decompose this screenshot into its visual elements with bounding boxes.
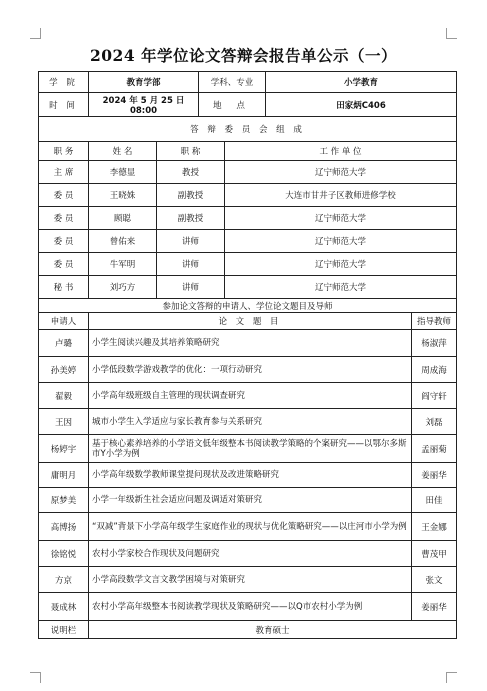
committee-member-row [39,207,457,230]
major-label: 学科、专业 [199,72,266,93]
defense-row [39,330,457,357]
advisor-name: 杨淑萍 [412,330,457,357]
member-name: 牛军明 [89,253,157,276]
defense-row [39,357,457,383]
advisor-name: 田佳 [412,488,457,513]
member-unit: 辽宁师范大学 [225,207,457,230]
header-name: 姓 名 [89,142,157,161]
thesis-topic: 小学高段数学文言文教学困境与对策研究 [89,567,412,593]
defense-section-title: 参加论文答辩的申请人、学位论文题目及导师 [39,299,457,313]
member-unit: 辽宁师范大学 [225,276,457,299]
remarks-label: 说明栏 [39,621,89,639]
place-label: 地 点 [199,93,266,117]
applicant-name: 徐铭悦 [39,541,89,567]
applicant-name: 高博扬 [39,513,89,541]
header-topic: 论 文 题 目 [89,313,412,330]
member-rank: 讲师 [157,230,225,253]
thesis-topic: “双减”背景下小学高年级学生家庭作业的现状与优化策略研究——以庄河市小学为例 [89,513,412,541]
committee-member-row [39,161,457,184]
member-role: 委 员 [39,253,89,276]
remarks-value: 教育硕士 [89,621,457,639]
applicant-name: 杨婷宇 [39,435,89,463]
member-role: 委 员 [39,184,89,207]
thesis-topic: 小学高年级班级自主管理的现状调查研究 [89,383,412,409]
committee-member-row [39,276,457,299]
member-rank: 教授 [157,161,225,184]
member-role: 主 席 [39,161,89,184]
defense-row [39,463,457,488]
defense-row [39,593,457,621]
place-value: 田家炳C406 [266,93,457,117]
member-unit: 大连市甘井子区教师进修学校 [225,184,457,207]
thesis-topic: 小学高年级数学教师课堂提问现状及改进策略研究 [89,463,412,488]
defense-row [39,513,457,541]
applicant-name: 原梦美 [39,488,89,513]
thesis-topic: 基于核心素养培养的小学语文低年级整本书阅读教学策略的个案研究——以鄂尔多斯市Y小学为例 [89,435,412,463]
thesis-topic: 小学生阅读兴趣及其培养策略研究 [89,330,412,357]
remarks-row [39,621,457,639]
header-advisor: 指导教师 [412,313,457,330]
college-value: 教育学部 [89,72,199,93]
college-label: 学 院 [39,72,89,93]
advisor-name: 周成海 [412,357,457,383]
advisor-name: 姜丽华 [412,593,457,621]
member-role: 委 员 [39,230,89,253]
defense-row [39,541,457,567]
header-rank: 职 称 [157,142,225,161]
header-unit: 工 作 单 位 [225,142,457,161]
committee-section-row [39,117,457,142]
corner-mark [446,28,457,39]
defense-row [39,488,457,513]
committee-member-row [39,253,457,276]
member-rank: 副教授 [157,207,225,230]
committee-member-row [39,184,457,207]
advisor-name: 张文 [412,567,457,593]
member-unit: 辽宁师范大学 [225,230,457,253]
member-name: 曾佑来 [89,230,157,253]
advisor-name: 孟丽菊 [412,435,457,463]
applicant-name: 翟毅 [39,383,89,409]
applicant-name: 王因 [39,409,89,435]
corner-mark [446,672,457,683]
defense-row [39,567,457,593]
thesis-topic: 小学一年级新生社会适应问题及调适对策研究 [89,488,412,513]
defense-row [39,435,457,463]
advisor-name: 刘磊 [412,409,457,435]
defense-row [39,383,457,409]
major-value: 小学教育 [266,72,457,93]
thesis-topic: 农村小学高年级整本书阅读教学现状及策略研究——以Q市农村小学为例 [89,593,412,621]
time-label: 时 间 [39,93,89,117]
defense-row [39,409,457,435]
member-name: 李德显 [89,161,157,184]
applicant-name: 卢璐 [39,330,89,357]
advisor-name: 姜丽华 [412,463,457,488]
committee-section-title: 答 辩 委 员 会 组 成 [39,117,457,142]
member-name: 刘巧方 [89,276,157,299]
applicant-name: 孙美婷 [39,357,89,383]
member-unit: 辽宁师范大学 [225,161,457,184]
applicant-name: 聂成林 [39,593,89,621]
thesis-topic: 小学低段数学游戏教学的优化：一项行动研究 [89,357,412,383]
advisor-name: 曹茂甲 [412,541,457,567]
info-row-college [39,72,457,93]
corner-mark [30,28,41,39]
member-rank: 副教授 [157,184,225,207]
member-name: 顾聪 [89,207,157,230]
applicant-name: 方京 [39,567,89,593]
defense-header-row [39,313,457,330]
member-unit: 辽宁师范大学 [225,253,457,276]
advisor-name: 王金娜 [412,513,457,541]
thesis-topic: 农村小学家校合作现状及问题研究 [89,541,412,567]
applicant-name: 庸明月 [39,463,89,488]
header-applicant: 申请人 [39,313,89,330]
time-value: 2024 年 5 月 25 日 08:00 [89,93,199,117]
advisor-name: 阎守轩 [412,383,457,409]
member-rank: 讲师 [157,276,225,299]
committee-member-row [39,230,457,253]
member-rank: 讲师 [157,253,225,276]
member-role: 委 员 [39,207,89,230]
member-name: 王晓姝 [89,184,157,207]
thesis-topic: 城市小学生入学适应与家长教育参与关系研究 [89,409,412,435]
report-table [38,71,457,639]
corner-mark [30,672,41,683]
member-role: 秘 书 [39,276,89,299]
committee-header-row [39,142,457,161]
header-role: 职 务 [39,142,89,161]
defense-section-row [39,299,457,313]
page-title: 2024 年学位论文答辩会报告单公示（一） [89,46,398,65]
info-row-time [39,93,457,117]
